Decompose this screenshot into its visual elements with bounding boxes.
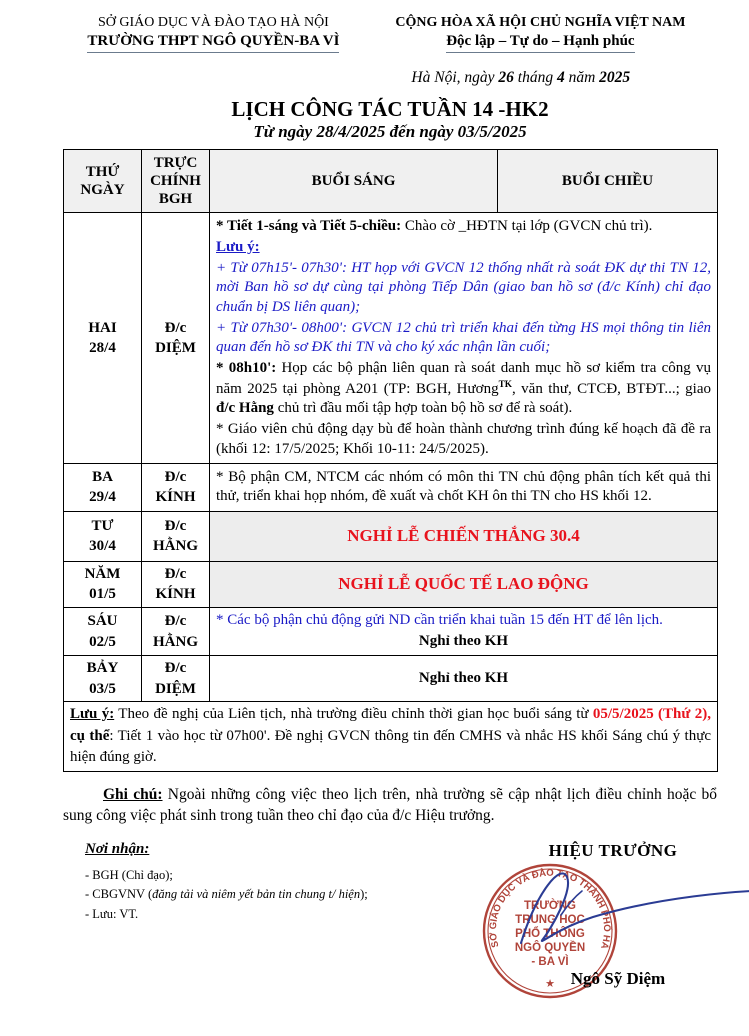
text-segment: * Bộ phận CM, NTCM các nhóm có môn thi TN chủ động phân tích kết quả thi thử, triển khai họp nhóm, đề xuất và chốt KH ôn thi TN cho HS khối 12. — [216, 468, 711, 505]
text-segment: tháng — [513, 69, 557, 87]
content-cell — [210, 463, 718, 511]
stamp-star-icon: ★ — [545, 977, 555, 990]
text-segment: TK — [498, 379, 513, 390]
table-note-row — [64, 701, 718, 771]
text-segment: 2025 — [599, 69, 631, 87]
text-segment: 26 — [498, 69, 514, 87]
signature-stroke — [503, 851, 749, 961]
duty-cell: Đ/c KÍNH — [142, 463, 210, 511]
signature-ink-icon — [503, 851, 749, 961]
bottom-section — [63, 841, 717, 1036]
day-cell: TƯ 30/4 — [64, 511, 142, 561]
text-segment: Theo đề nghị của Liên tịch, nhà trường điều chỉnh thời gian học buổi sáng từ — [114, 705, 593, 722]
col-header-afternoon: BUỔI CHIỀU — [498, 150, 718, 213]
text-segment: * Các bộ phận chủ động gửi ND cần triển khai tuần 15 đến HT để lên lịch. — [216, 612, 663, 629]
table-note-cell — [64, 701, 718, 771]
text-segment: đăng tải và niêm yết bản tin chung t/ hiện — [152, 887, 361, 902]
schedule-row — [64, 213, 718, 464]
page-subtitle: Từ ngày 28/4/2025 đến ngày 03/5/2025 — [253, 122, 527, 142]
col-header-duty: TRỰC CHÍNH BGH — [142, 150, 210, 213]
schedule-row — [64, 463, 718, 511]
text-segment: Lưu ý: — [70, 705, 115, 722]
schedule-row — [64, 561, 718, 607]
text-segment: 05/5/2025 (Thứ 2), — [592, 705, 711, 722]
text-segment: Ngoài những công việc theo lịch trên, nhà trường sẽ cập nhật lịch điều chỉnh hoặc bổ sung công việc phát sinh trong tuần theo chỉ đạo của đ/c Hiệu trưởng. — [63, 786, 717, 824]
text-segment: * 08h10': — [216, 360, 277, 377]
content-cell — [210, 656, 718, 702]
day-cell: HAI 28/4 — [64, 213, 142, 464]
org-name: SỞ GIÁO DỤC VÀ ĐÀO TẠO HÀ NỘI — [97, 15, 329, 30]
content-paragraph — [216, 574, 711, 594]
stamp-ring-text: SỞ GIÁO DỤC VÀ ĐÀO TẠO THÀNH PHỐ HÀ — [487, 867, 613, 951]
table-header-row — [64, 150, 718, 213]
text-segment: Lưu ý: — [216, 238, 260, 255]
org-block — [63, 14, 364, 53]
col-header-morning: BUỔI SÁNG — [210, 150, 498, 213]
text-segment: * Giáo viên chủ động dạy bù để hoàn thành chương trình đúng kế hoạch đã đề ra (khối 12: 17/5/2025; Khối 10-11: 24/5/2025). — [216, 421, 711, 457]
page-title: LỊCH CÔNG TÁC TUẦN 14 -HK2 — [231, 97, 549, 122]
signature-role: HIỆU TRƯỞNG — [548, 840, 678, 860]
content-cell — [210, 607, 718, 656]
national-block — [364, 14, 717, 53]
text-segment: đ/c Hằng — [216, 400, 274, 417]
content-paragraph — [216, 217, 711, 237]
text-segment: - Lưu: VT. — [85, 906, 139, 921]
duty-cell: Đ/c HẰNG — [142, 511, 210, 561]
text-segment: chủ trì đầu mối tập hợp toàn bộ hồ sơ để rà soát). — [273, 400, 573, 417]
text-segment: Họp các bộ phận liên quan rà soát danh mục hồ sơ kiểm tra công vụ năm 2025 tại phòng A201 (TP: BGH, Hương — [216, 360, 711, 397]
schedule-row — [64, 607, 718, 656]
duty-cell: Đ/c HẰNG — [142, 607, 210, 656]
content-paragraph — [216, 611, 711, 631]
text-segment: cụ thể — [70, 727, 110, 744]
duty-cell: Đ/c DIỆM — [142, 656, 210, 702]
text-segment: , văn thư, CTCĐ, BTĐT...; giao — [512, 380, 711, 397]
schedule-row — [64, 656, 718, 702]
noi-nhan-title: Nơi nhận: — [85, 840, 150, 857]
content-paragraph — [216, 259, 711, 318]
text-segment: Hà Nội, ngày — [411, 69, 499, 87]
text-segment: : Tiết 1 vào học từ 07h00'. Đề nghị GVCN thông tin đến CMHS và nhắc HS khối Sáng chú ý thực hiện đúng giờ. — [70, 727, 711, 766]
text-segment: - CBGVNV ( — [85, 887, 153, 902]
date-line — [325, 69, 717, 87]
day-cell: NĂM 01/5 — [64, 561, 142, 607]
content-paragraph — [216, 669, 711, 689]
ghi-chu-note — [63, 785, 717, 827]
content-paragraph — [216, 319, 711, 358]
duty-cell: Đ/c KÍNH — [142, 561, 210, 607]
day-cell: BA 29/4 — [64, 463, 142, 511]
text-segment: Chào cờ _HĐTN tại lớp (GVCN chủ trì). — [401, 217, 653, 234]
school-name: TRƯỜNG THPT NGÔ QUYỀN-BA VÌ — [63, 32, 364, 54]
national-motto-line1: CỘNG HÒA XÃ HỘI CHỦ NGHĨA VIỆT NAM — [395, 15, 686, 30]
national-motto-line2: Độc lập – Tự do – Hạnh phúc — [364, 32, 717, 54]
text-segment: NGHỈ LỄ QUỐC TẾ LAO ĐỘNG — [338, 574, 589, 594]
content-paragraph — [216, 359, 711, 419]
content-cell — [210, 511, 718, 561]
text-segment: Ghi chú: — [103, 786, 163, 803]
day-cell: SÁU 02/5 — [64, 607, 142, 656]
schedule-body — [64, 213, 718, 772]
content-paragraph — [216, 420, 711, 459]
col-header-day: THỨ NGÀY — [64, 150, 142, 213]
document-header — [63, 14, 717, 53]
schedule-row — [64, 511, 718, 561]
content-cell — [210, 213, 718, 464]
text-segment: + Từ 07h15'- 07h30': HT họp với GVCN 12 thống nhất rà soát ĐK dự thi TN 12, mời Ban hồ sơ dự cùng tại phòng Tiếp Dân (giao ban hồ sơ (đ/c Kính) chỉ đạo chuẩn bị DS liên quan); — [216, 259, 711, 315]
duty-cell: Đ/c DIỆM — [142, 213, 210, 464]
text-segment: * Tiết 1-sáng và Tiết 5-chiều: — [216, 217, 402, 234]
text-segment: Nghỉ theo KH — [418, 633, 509, 650]
text-segment: ); — [360, 887, 368, 902]
text-segment: NGHỈ LỄ CHIẾN THẮNG 30.4 — [347, 526, 580, 546]
text-segment: 4 — [556, 69, 565, 87]
text-segment: + Từ 07h30'- 08h00': GVCN 12 chủ trì triển khai đến từng HS mọi thông tin liên quan đến hồ sơ ĐK thi TN và cho ký xác nhận lần cuối; — [216, 319, 711, 356]
content-cell — [210, 561, 718, 607]
content-paragraph — [216, 468, 711, 507]
content-paragraph — [216, 526, 711, 546]
signature-name: Ngô Sỹ Diệm — [570, 968, 666, 988]
text-segment: Nghỉ theo KH — [418, 669, 509, 686]
content-paragraph — [216, 632, 711, 652]
stamp-center-text: TRƯỜNG TRUNG HỌC PHỔ THÔNG NGÔ QUYỀN - BA VÌ — [514, 899, 586, 968]
day-cell: BẢY 03/5 — [64, 656, 142, 702]
schedule-table — [63, 149, 718, 772]
text-segment: - BGH (Chỉ đạo); — [85, 867, 173, 882]
text-segment: năm — [564, 69, 600, 87]
content-paragraph — [216, 238, 711, 258]
